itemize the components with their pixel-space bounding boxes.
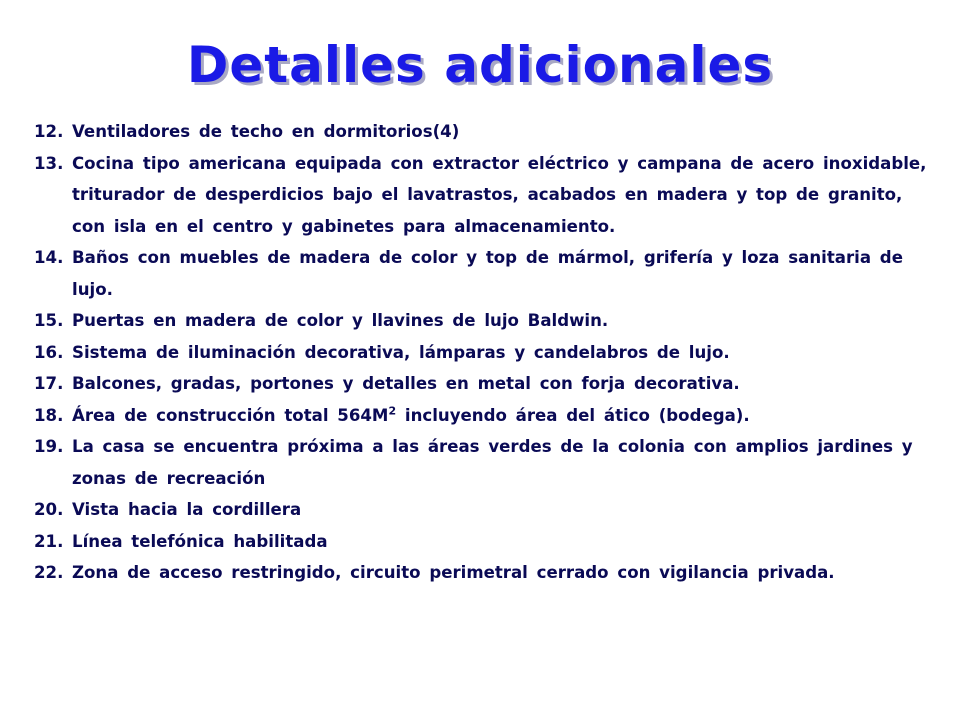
item-number: 13. [34, 153, 64, 173]
item-text: Sistema de iluminación decorativa, lámparas y candelabros de lujo. [72, 342, 730, 362]
list-item [34, 431, 934, 494]
item-number: 20. [34, 500, 64, 519]
list-item [34, 305, 934, 337]
list-item [34, 557, 934, 589]
item-number: 18. [34, 405, 64, 425]
item-number: 16. [34, 342, 64, 362]
item-text: Balcones, gradas, portones y detalles en metal con forja decorativa. [72, 374, 740, 393]
item-text: Vista hacia la cordillera [72, 500, 302, 519]
item-text: Cocina tipo americana equipada con extractor eléctrico y campana de acero inoxidable, triturador de desperdicios bajo el lavatrastos, acabados en madera y top de granito, con isla en el centro y gabinetes para almacenamiento. [72, 153, 927, 236]
item-text-before: Área de construcción total 564M [72, 405, 389, 425]
item-text: Puertas en madera de color y llavines de lujo Baldwin. [72, 311, 609, 330]
item-number: 19. [34, 437, 64, 456]
item-number: 22. [34, 563, 64, 582]
details-list [34, 116, 934, 589]
item-text: Zona de acceso restringido, circuito perimetral cerrado con vigilancia privada. [72, 563, 835, 582]
item-text-after: incluyendo área del ático (bodega). [396, 405, 750, 425]
list-item [34, 526, 934, 558]
item-text: Baños con muebles de madera de color y top de mármol, grifería y loza sanitaria de lujo. [72, 248, 903, 299]
item-text: Línea telefónica habilitada [72, 531, 328, 551]
superscript: 2 [388, 403, 397, 417]
list-item [34, 400, 934, 432]
list-item [34, 368, 934, 400]
list-item [34, 494, 934, 526]
slide-title: Detalles adicionales [186, 36, 774, 94]
item-number: 14. [34, 248, 64, 267]
item-number: 15. [34, 311, 64, 330]
list-item [34, 337, 934, 369]
item-text: La casa se encuentra próxima a las áreas verdes de la colonia con amplios jardines y zonas de recreación [72, 437, 913, 488]
item-number: 21. [34, 531, 64, 551]
list-item [34, 242, 934, 305]
item-text [72, 400, 934, 432]
list-item [34, 116, 934, 148]
item-text: Ventiladores de techo en dormitorios(4) [72, 122, 460, 141]
item-number: 17. [34, 374, 64, 393]
item-number: 12. [34, 122, 64, 141]
list-item [34, 148, 934, 243]
